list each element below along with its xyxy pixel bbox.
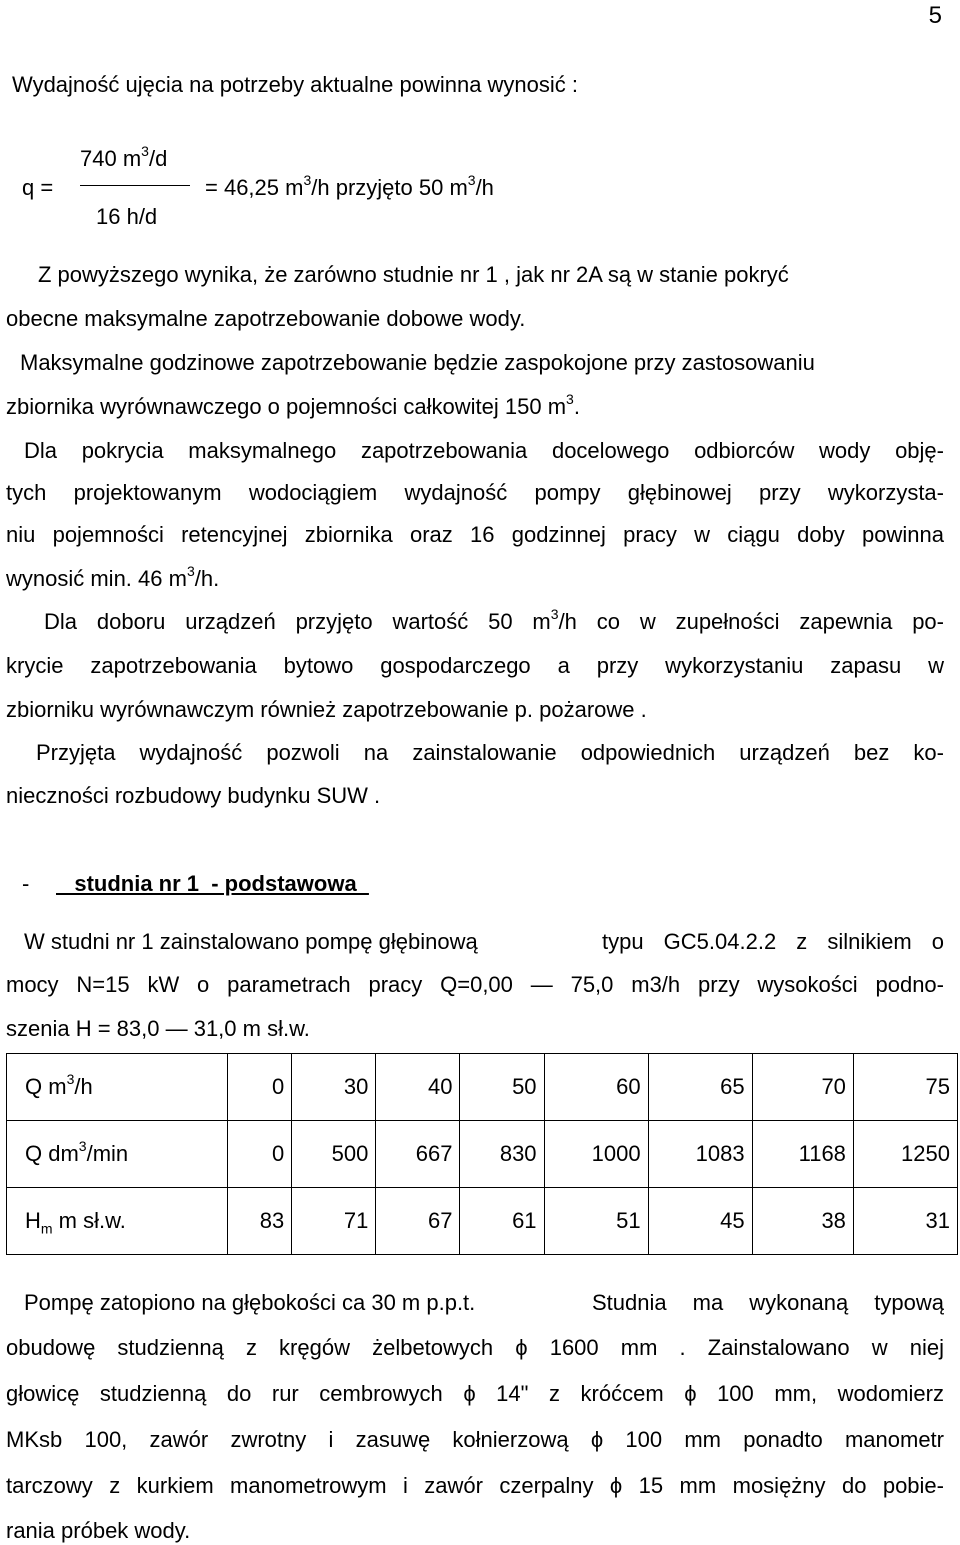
table-cell: 1168 bbox=[752, 1121, 853, 1188]
row-label: Q $m^3/h$ bbox=[7, 1054, 228, 1121]
closing-line-4: MKsb 100, zawór zwrotny i zasuwę kołnierzową ϕ 100 mm ponadto manometr bbox=[6, 1427, 944, 1452]
table-cell: 65 bbox=[648, 1054, 752, 1121]
table-cell: 38 bbox=[752, 1188, 853, 1255]
formula-result: = 46,25 $m^3/h$ przyjęto 50 $m^3/h$ bbox=[205, 171, 494, 200]
table-cell: 1083 bbox=[648, 1121, 752, 1188]
table-cell: 0 bbox=[228, 1054, 292, 1121]
paragraph-2-line-1: Maksymalne godzinowe zapotrzebowanie będzie zaspokojone przy zastosowaniu bbox=[20, 350, 815, 375]
intro-text: Wydajność ujęcia na potrzeby aktualne powinna wynosić : bbox=[12, 72, 579, 97]
table-cell: 500 bbox=[292, 1121, 376, 1188]
table-cell: 31 bbox=[853, 1188, 957, 1255]
table-cell: 1250 bbox=[853, 1121, 957, 1188]
paragraph-4-line-3: zbiorniku wyrównawczym również zapotrzebowanie p. pożarowe . bbox=[6, 697, 647, 722]
closing-line-5: tarczowy z kurkiem manometrowym i zawór czerpalny ϕ 15 mm mosiężny do pobie- bbox=[6, 1473, 944, 1498]
paragraph-3-line-4: wynosić min. 46 $m^3/h$. bbox=[6, 562, 220, 591]
table-cell: 51 bbox=[544, 1188, 648, 1255]
section-title: studnia nr 1 - podstawowa bbox=[56, 871, 369, 896]
row-label: $H_m$ m sł.w. bbox=[7, 1188, 228, 1255]
table-cell: 67 bbox=[376, 1188, 460, 1255]
table-cell: 70 bbox=[752, 1054, 853, 1121]
pump-desc-line-1a: W studni nr 1 zainstalowano pompę głębinową bbox=[24, 929, 478, 954]
table-row bbox=[7, 1188, 958, 1255]
formula-denominator: 16 h/d bbox=[96, 204, 158, 229]
row-label: Q $dm^3/\min$ bbox=[7, 1121, 228, 1188]
paragraph-1-line-2: obecne maksymalne zapotrzebowanie dobowe wody. bbox=[6, 306, 526, 331]
closing-line-3: głowicę studzienną do rur cembrowych ϕ 14" z króćcem ϕ 100 mm, wodomierz bbox=[6, 1381, 944, 1406]
paragraph-3-line-2: tych projektowanym wodociągiem wydajność pompy głębinowej przy wykorzysta- bbox=[6, 480, 944, 505]
pump-desc-line-2: mocy N=15 kW o parametrach pracy Q=0,00 — 75,0 m3/h przy wysokości podno- bbox=[6, 972, 944, 997]
paragraph-1-line-1: Z powyższego wynika, że zarówno studnie nr 1 , jak nr 2A są w stanie pokryć bbox=[38, 262, 789, 287]
paragraph-4-line-1: Dla doboru urządzeń przyjęto wartość 50 $m^3/h$ co w zupełności zapewnia po- bbox=[44, 605, 944, 634]
page-number: 5 bbox=[928, 2, 942, 29]
closing-line-2: obudowę studzienną z kręgów żelbetowych ϕ 1600 mm . Zainstalowano w niej bbox=[6, 1335, 944, 1360]
table-cell: 50 bbox=[460, 1054, 544, 1121]
paragraph-5-line-1: Przyjęta wydajność pozwoli na zainstalowanie odpowiednich urządzeń bez ko- bbox=[36, 740, 944, 765]
table-cell: 45 bbox=[648, 1188, 752, 1255]
closing-line-1a: Pompę zatopiono na głębokości ca 30 m p.p.t. bbox=[24, 1290, 476, 1315]
table-row bbox=[7, 1121, 958, 1188]
table-cell: 83 bbox=[228, 1188, 292, 1255]
pump-desc-line-3: szenia H = 83,0 — 31,0 m sł.w. bbox=[6, 1016, 310, 1041]
table-cell: 1000 bbox=[544, 1121, 648, 1188]
table-cell: 30 bbox=[292, 1054, 376, 1121]
table-cell: 61 bbox=[460, 1188, 544, 1255]
paragraph-2-line-2: zbiornika wyrównawczego o pojemności całkowitej 150 $m^3$. bbox=[6, 390, 580, 419]
table-cell: 75 bbox=[853, 1054, 957, 1121]
pump-characteristics-table bbox=[6, 1053, 958, 1255]
table-cell: 40 bbox=[376, 1054, 460, 1121]
section-dash: - bbox=[22, 871, 30, 896]
table-cell: 0 bbox=[228, 1121, 292, 1188]
table-cell: 71 bbox=[292, 1188, 376, 1255]
table-cell: 60 bbox=[544, 1054, 648, 1121]
fraction-bar bbox=[80, 185, 190, 186]
paragraph-3-line-3: niu pojemności retencyjnej zbiornika oraz 16 godzinnej pracy w ciągu doby powinna bbox=[6, 522, 944, 547]
table-cell: 667 bbox=[376, 1121, 460, 1188]
paragraph-3-line-1: Dla pokrycia maksymalnego zapotrzebowania docelowego odbiorców wody obję- bbox=[24, 438, 944, 463]
table-row bbox=[7, 1054, 958, 1121]
paragraph-5-line-2: nieczności rozbudowy budynku SUW . bbox=[6, 783, 381, 808]
pump-desc-line-1b: typu GC5.04.2.2 z silnikiem o bbox=[602, 929, 944, 954]
formula-q-label: q = bbox=[22, 175, 54, 200]
formula-numerator: 740 $m^3/d$ bbox=[80, 142, 168, 171]
table-cell: 830 bbox=[460, 1121, 544, 1188]
closing-line-6: rania próbek wody. bbox=[6, 1518, 191, 1543]
closing-line-1b: Studnia ma wykonaną typową bbox=[592, 1290, 944, 1315]
paragraph-4-line-2: krycie zapotrzebowania bytowo gospodarczego a przy wykorzystaniu zapasu w bbox=[6, 653, 944, 678]
